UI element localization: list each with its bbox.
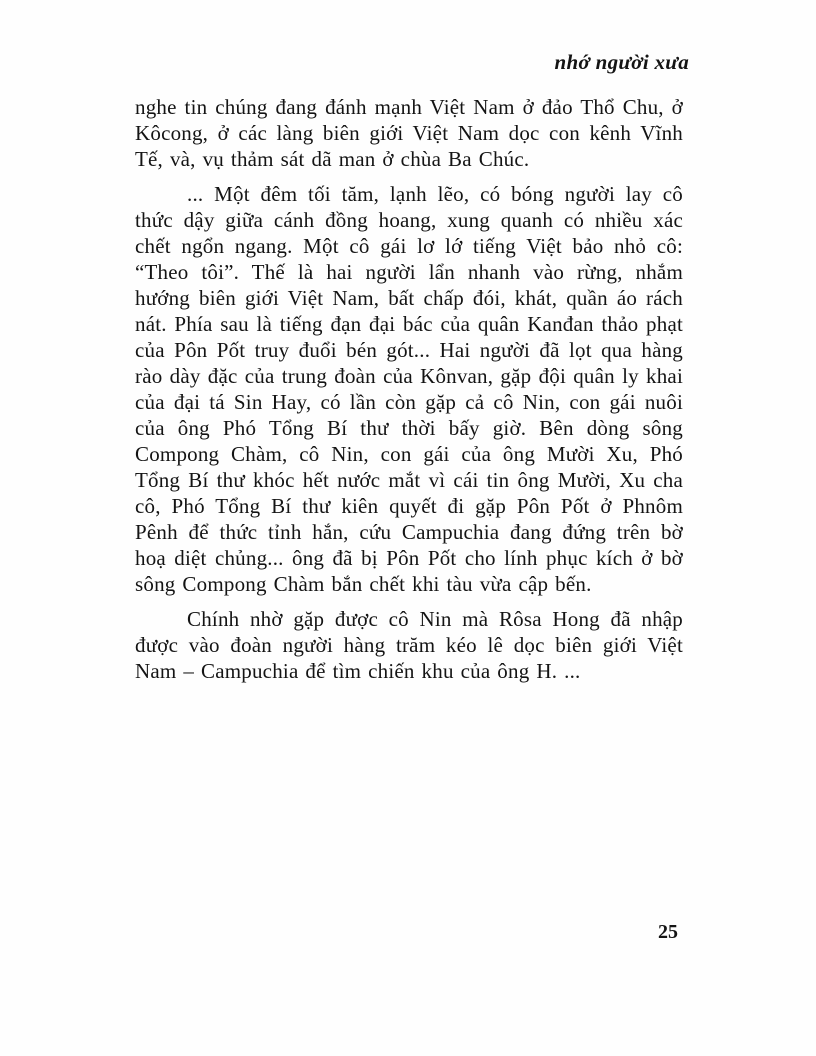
running-header-title: nhớ người xưa [554, 50, 689, 74]
body-paragraph: ... Một đêm tối tăm, lạnh lẽo, có bóng người lay cô thức dậy giữa cánh đồng hoang, xung quanh có nhiều xác chết ngổn ngang. Một cô gái lơ lớ tiếng Việt bảo nhỏ cô: “Theo tôi”. Thế là hai người lẩn nhanh vào rừng, nhắm hướng biên giới Việt Nam, bất chấp đói, khát, quần áo rách nát. Phía sau là tiếng đạn đại bác của quân Kanđan thảo phạt của Pôn Pốt truy đuổi bén gót... Hai người đã lọt qua hàng rào dày đặc của trung đoàn của Kônvan, gặp đội quân ly khai của đại tá Sin Hay, có lần còn gặp cả cô Nin, con gái nuôi của ông Phó Tổng Bí thư thời bấy giờ. Bên dòng sông Compong Chàm, cô Nin, con gái của ông Mười Xu, Phó Tổng Bí thư khóc hết nước mắt vì cái tin ông Mười, Xu cha cô, Phó Tổng Bí thư kiên quyết đi gặp Pôn Pốt ở Phnôm Pênh để thức tỉnh hắn, cứu Campuchia đang đứng trên bờ hoạ diệt chủng... ông đã bị Pôn Pốt cho lính phục kích ở bờ sông Compong Chàm bắn chết khi tàu vừa cập bến. [135, 182, 683, 596]
body-paragraph: Chính nhờ gặp được cô Nin mà Rôsa Hong đã nhập được vào đoàn người hàng trăm kéo lê dọc biên giới Việt Nam – Campuchia để tìm chiến khu của ông H. ... [135, 607, 683, 683]
page-body-text [135, 94, 683, 684]
page-number: 25 [658, 921, 678, 943]
body-paragraph: nghe tin chúng đang đánh mạnh Việt Nam ở đảo Thổ Chu, ở Kôcong, ở các làng biên giới Việt Nam dọc con kênh Vĩnh Tế, và, vụ thảm sát dã man ở chùa Ba Chúc. [135, 95, 683, 171]
